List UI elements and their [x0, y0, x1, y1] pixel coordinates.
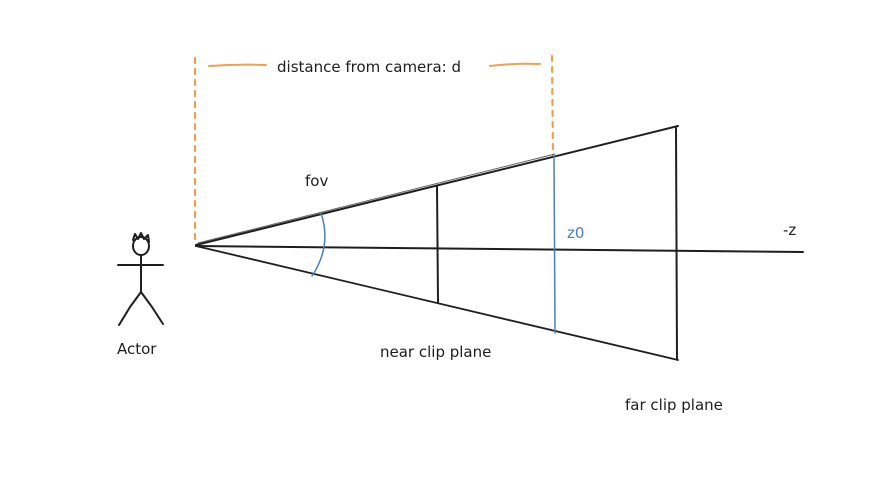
stick-figure-icon [118, 233, 163, 325]
distance-label: distance from camera: d [277, 58, 461, 76]
near-clip-plane [437, 186, 438, 302]
distance-left-bar [209, 65, 266, 66]
view-axis [196, 246, 803, 252]
z0-plane [554, 156, 555, 333]
far-clip-plane-label: far clip plane [625, 396, 723, 414]
actor-label: Actor [117, 340, 157, 358]
frustum [196, 126, 803, 360]
z0-label: z0 [567, 224, 585, 242]
distance-right-bar [490, 64, 540, 66]
frustum-top-edge-sketch [198, 154, 555, 243]
distance-dimension [195, 56, 553, 244]
distance-right-guide [552, 56, 553, 155]
fov-label: fov [305, 172, 329, 190]
near-clip-plane-label: near clip plane [380, 343, 492, 361]
fov-arc [312, 213, 325, 276]
far-clip-plane [676, 128, 677, 359]
axis-label: -z [783, 221, 797, 239]
